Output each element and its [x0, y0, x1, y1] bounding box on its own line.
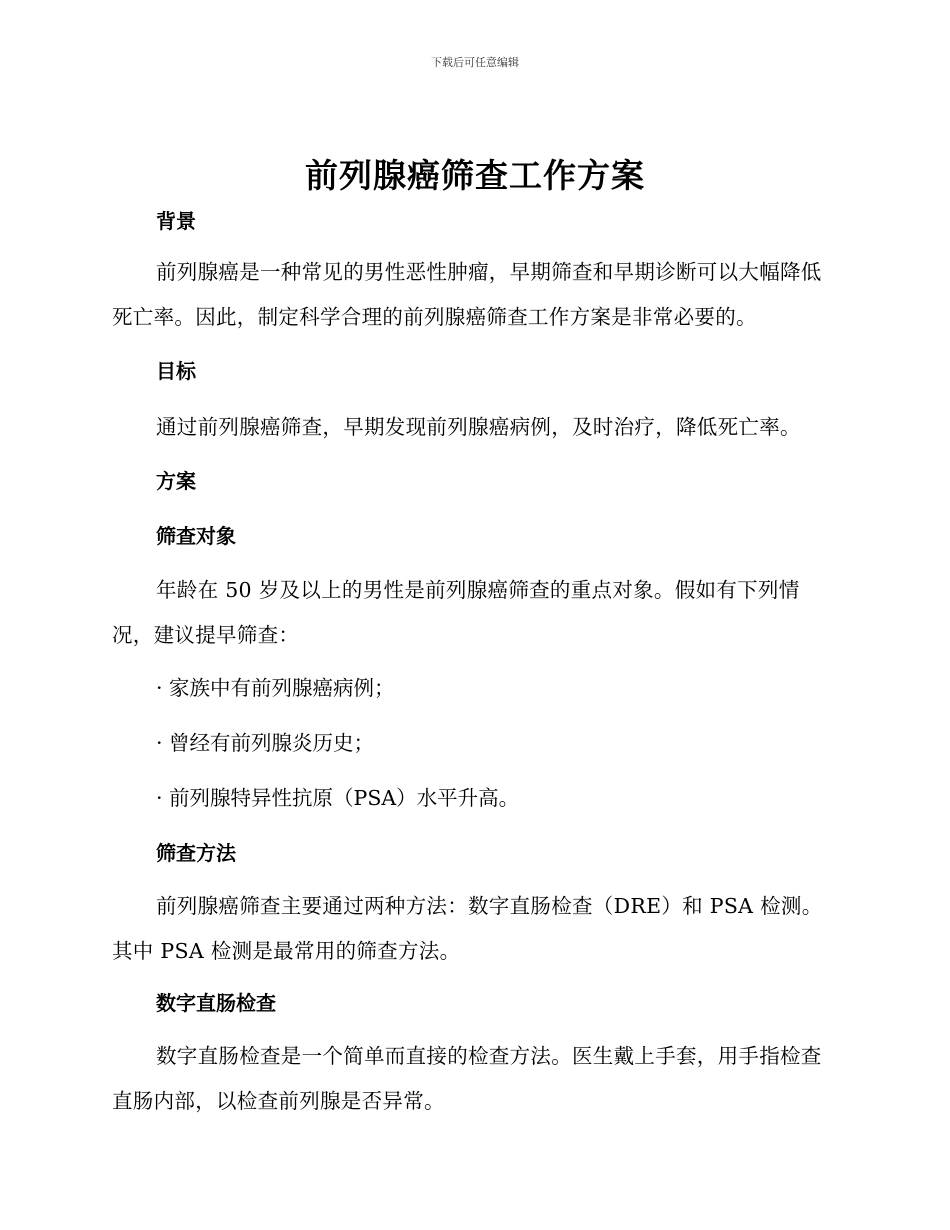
- paragraph-targets: 年龄在 50 岁及以上的男性是前列腺癌筛查的重点对象。假如有下列情况，建议提早筛查：: [112, 578, 800, 647]
- heading-targets: 筛查对象: [156, 524, 236, 548]
- bullet-item: · 曾经有前列腺炎历史；: [156, 731, 375, 755]
- heading-background: 背景: [156, 209, 196, 233]
- document-title: 前列腺癌筛查工作方案: [305, 156, 645, 195]
- paragraph-background: 前列腺癌是一种常见的男性恶性肿瘤，早期筛查和早期诊断可以大幅降低死亡率。因此，制定科学合理的前列腺癌筛查工作方案是非常必要的。: [112, 260, 822, 329]
- paragraph-methods: 前列腺癌筛查主要通过两种方法：数字直肠检查（DRE）和 PSA 检测。其中 PSA 检测是最常用的筛查方法。: [112, 894, 823, 963]
- heading-dre: 数字直肠检查: [156, 991, 276, 1015]
- paragraph-dre: 数字直肠检查是一个简单而直接的检查方法。医生戴上手套，用手指检查直肠内部，以检查前列腺是否异常。: [112, 1044, 822, 1113]
- bullet-item: · 家族中有前列腺癌病例；: [156, 676, 395, 700]
- bullet-item: · 前列腺特异性抗原（PSA）水平升高。: [156, 786, 520, 810]
- heading-plan: 方案: [156, 469, 196, 493]
- heading-methods: 筛查方法: [156, 841, 236, 865]
- heading-goal: 目标: [156, 359, 196, 383]
- page-header: 下载后可任意编辑: [431, 56, 519, 69]
- paragraph-goal: 通过前列腺癌筛查，早期发现前列腺癌病例，及时治疗，降低死亡率。: [156, 415, 801, 439]
